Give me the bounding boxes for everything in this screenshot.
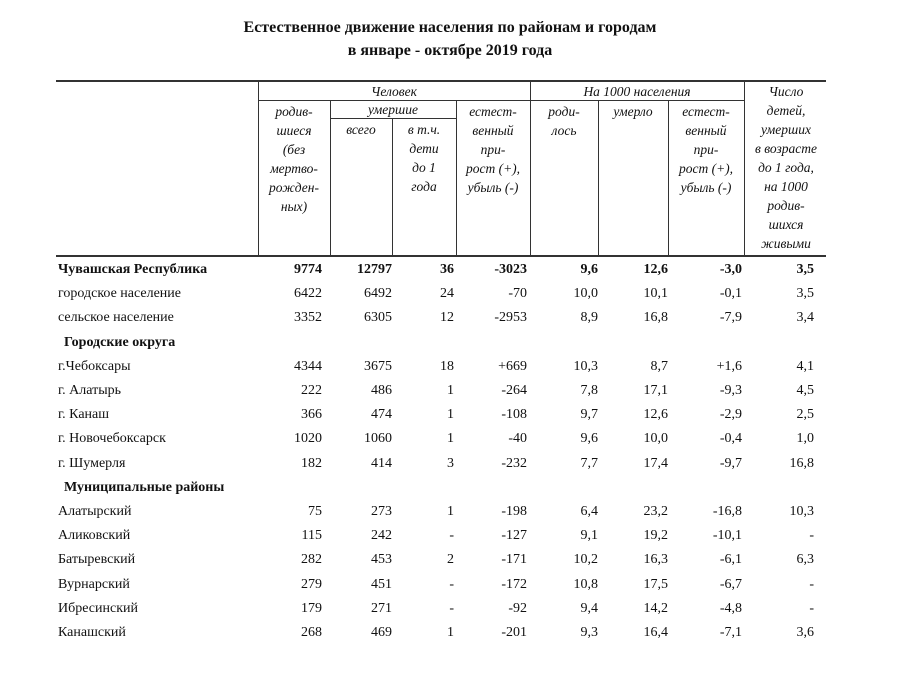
table-cell: 36 [440,262,454,277]
table-cell: 453 [371,552,392,568]
table-cell: 1,0 [796,431,814,447]
header-children-line: года [411,179,437,194]
table-cell: 366 [301,407,322,423]
table-row [0,525,900,547]
table-cell: 2,5 [796,407,814,423]
header-children-line: дети [409,141,439,156]
table-cell: 242 [371,528,392,544]
table-cell: 6422 [294,286,322,302]
header-natural-rate-line: при- [693,142,719,157]
table-cell: 179 [301,600,322,616]
table-cell: - [449,576,454,592]
table-cell: 10,0 [573,286,598,302]
table-cell: 12797 [357,262,392,277]
table-cell: 2 [447,552,454,568]
table-row [0,453,900,475]
table-cell: - [809,528,814,544]
table-cell: 12,6 [643,262,668,277]
table-cell: -201 [501,625,527,640]
header-infant-line: до 1 года, [758,160,814,175]
table-cell: 10,3 [789,504,814,519]
table-cell: -16,8 [712,504,742,519]
table-cell: 9,1 [580,528,598,544]
table-cell: 182 [301,455,322,471]
table-cell: 279 [301,576,322,592]
table-cell: 4344 [294,358,322,374]
header-born-line: (без [282,142,306,157]
header-natural-line: рост (+), [465,161,521,176]
table-cell: 4,5 [796,383,814,398]
section-heading [0,332,900,354]
header-children [392,120,456,196]
table-cell: 18 [440,358,454,374]
table-cell: 14,2 [643,600,668,616]
table-row [0,598,900,620]
table-cell: 282 [301,552,322,568]
row-name: городское население [58,286,182,302]
table-cell: -108 [501,407,527,423]
table-cell: 10,1 [643,286,668,302]
table-cell: 1 [447,625,454,640]
table-row [0,501,900,523]
table-cell: 10,2 [573,552,598,568]
section-heading [0,477,900,499]
header-infant-line: шихся [768,217,804,232]
table-cell: 7,7 [580,455,598,471]
row-name: г. Шумерля [58,455,126,471]
table-cell: 6,4 [580,504,598,519]
table-cell: 3,5 [796,286,814,302]
table-row [0,380,900,402]
row-name: сельское население [58,310,174,326]
header-natural [456,102,530,197]
header-infant-line: в возрасте [755,141,817,156]
table-cell: -0,4 [719,431,742,447]
header-born-rate-line: роди- [548,104,580,119]
table-cell: 1020 [294,431,322,447]
table-cell: 9,6 [580,262,598,277]
table-cell: 6492 [364,286,392,302]
table-cell: 6305 [364,310,392,326]
table-cell: 273 [371,504,392,519]
table-cell: 16,8 [789,455,814,471]
table-cell: 6,3 [796,552,814,568]
header-natural-rate-line: убыль (-) [680,180,732,195]
table-cell: 9,4 [580,600,598,616]
table-cell: -3,0 [719,262,742,277]
table-cell: 474 [371,407,392,423]
header-natural-rate-line: естест- [682,104,730,119]
row-name: Чувашская Республика [58,262,208,277]
table-cell: 17,1 [643,383,668,398]
table-cell: 19,2 [643,528,668,544]
header-natural-line: убыль (-) [467,180,519,195]
header-natural-line: при- [480,142,506,157]
table-cell: -92 [508,600,527,616]
table-cell: 10,0 [643,431,668,447]
table-cell: 9,6 [580,431,598,447]
table-cell: +669 [498,358,527,374]
header-natural-rate-line: рост (+), [678,161,734,176]
table-cell: -127 [501,528,527,544]
header-infant-line: родив- [767,198,805,213]
header-natural-line: естест- [469,104,517,119]
header-died-rate: умерло [613,104,653,119]
table-cell: 12 [440,310,454,326]
table-cell: -232 [501,455,527,471]
row-name: г.Чебоксары [58,358,131,374]
table-cell: 9,7 [580,407,598,423]
table-cell: 23,2 [643,504,668,519]
table-cell: 9,3 [580,625,598,640]
header-bottom-rule [56,255,826,257]
header-per1000: На 1000 населения [583,84,691,99]
table-cell: 10,3 [573,358,598,374]
page-subtitle: в январе - октябре 2019 года [347,42,553,59]
table-row [0,283,900,305]
table-cell: 16,3 [643,552,668,568]
table-cell: 10,8 [573,576,598,592]
table-cell: 486 [371,383,392,398]
header-children-line: до 1 [412,160,436,175]
section-title: Городские округа [64,334,176,350]
table-cell: -40 [508,431,527,447]
header-children-line: в т.ч. [407,122,441,137]
table-cell: 1060 [364,431,392,447]
table-cell: 8,9 [580,310,598,326]
row-name: Ибресинский [58,600,138,616]
header-born-rate-line: лось [551,123,577,138]
table-cell: -2953 [494,310,527,326]
table-cell: -9,7 [719,455,742,471]
table-cell: 9774 [294,262,322,277]
header-infant [744,82,828,253]
table-cell: -171 [501,552,527,568]
table-row [0,356,900,378]
table-cell: 1 [447,431,454,447]
table-cell: -10,1 [712,528,742,544]
table-cell: -198 [501,504,527,519]
table-cell: 12,6 [643,407,668,423]
table-cell: 1 [447,504,454,519]
table-row [0,428,900,450]
row-name: г. Канаш [58,407,110,423]
header-born [258,102,330,216]
table-cell: +1,6 [716,358,742,374]
table-cell: -6,1 [719,552,742,568]
col-divider [598,100,599,256]
header-infant-line: Число [768,84,804,99]
row-name: Канашский [58,625,126,640]
table-cell: -7,9 [719,310,742,326]
header-born-line: рожден- [269,180,319,195]
header-people: Человек [371,84,417,99]
table-cell: -9,3 [719,383,742,398]
table-cell: 1 [447,383,454,398]
table-cell: -70 [508,286,527,302]
table-cell: 17,5 [643,576,668,592]
section-title: Муниципальные районы [64,479,225,495]
row-name: Батыревский [58,552,136,568]
header-born-line: родив- [275,104,313,119]
table-cell: - [809,576,814,592]
table-row [0,404,900,426]
table-cell: 3,4 [796,310,814,326]
table-cell: -6,7 [719,576,742,592]
table-cell: 4,1 [796,358,814,374]
row-name: Вурнарский [58,576,130,592]
header-born-line: мертво- [270,161,318,176]
table-cell: 8,7 [650,358,668,374]
header-natural-line: венный [472,123,514,138]
header-born-rate [530,102,598,140]
row-name: г. Алатырь [58,383,122,398]
header-total: всего [346,122,376,137]
table-cell: 3675 [364,358,392,374]
header-natural-rate-line: венный [685,123,727,138]
table-cell: 3352 [294,310,322,326]
table-cell: 469 [371,625,392,640]
table-cell: -264 [501,383,527,398]
header-born-line: шиеся [276,123,312,138]
header-infant-line: на 1000 [764,179,808,194]
table-cell: -4,8 [719,600,742,616]
row-name: Алатырский [58,504,132,519]
table-cell: - [449,600,454,616]
header-infant-line: живыми [761,236,811,251]
table-cell: 3,5 [796,262,814,277]
table-row [0,259,900,281]
table-cell: 268 [301,625,322,640]
table-cell: -3023 [494,262,527,277]
table-cell: - [449,528,454,544]
table-cell: -7,1 [719,625,742,640]
table-cell: 24 [440,286,454,302]
page-title: Естественное движение населения по районам и городам [243,19,657,36]
table-row [0,307,900,329]
table-row [0,549,900,571]
table-cell: 3,6 [796,625,814,640]
table-cell: -172 [501,576,527,592]
table-cell: 271 [371,600,392,616]
header-born-line: ных) [280,199,308,214]
table-cell: 115 [301,528,322,544]
table-cell: 16,8 [643,310,668,326]
table-cell: 75 [308,504,322,519]
table-cell: 3 [447,455,454,471]
header-infant-line: детей, [766,103,806,118]
table-cell: - [809,600,814,616]
header-deceased: умершие [368,102,418,117]
table-cell: 1 [447,407,454,423]
table-cell: 17,4 [643,455,668,471]
table-cell: -2,9 [719,407,742,423]
header-natural-rate [668,102,744,197]
table-cell: 222 [301,383,322,398]
table-cell: 7,8 [580,383,598,398]
table-cell: -0,1 [719,286,742,302]
table-cell: 414 [371,455,392,471]
table-cell: 451 [371,576,392,592]
table-row [0,622,900,644]
row-name: Аликовский [58,528,131,544]
header-infant-line: умерших [761,122,811,137]
row-name: г. Новочебоксарск [58,431,166,447]
table-row [0,574,900,596]
table-cell: 16,4 [643,625,668,640]
